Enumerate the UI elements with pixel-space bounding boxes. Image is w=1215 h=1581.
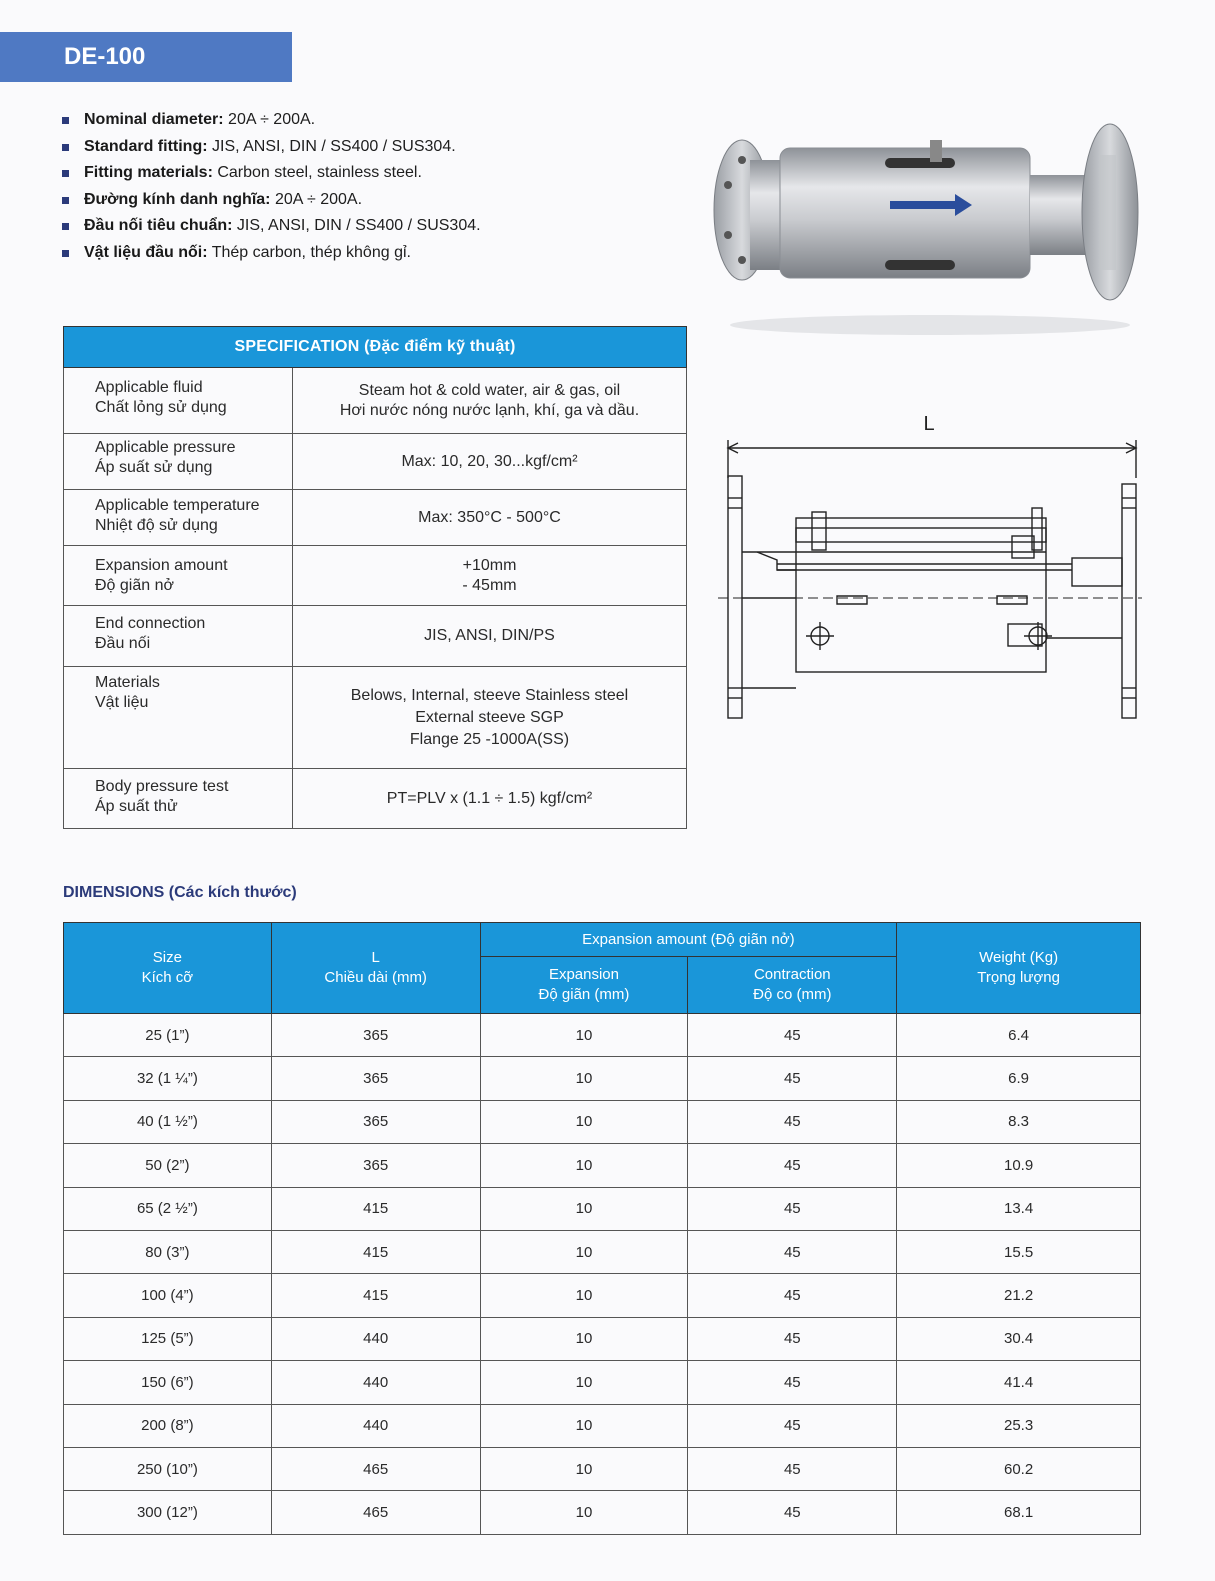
cell-contraction: 45	[688, 1404, 897, 1447]
feature-value: 20A ÷ 200A.	[223, 111, 316, 128]
page-title: DE-100	[0, 32, 292, 82]
spec-value: Max: 10, 20, 30...kgf/cm²	[293, 434, 687, 490]
feature-value: JIS, ANSI, DIN / SS400 / SUS304.	[232, 217, 481, 235]
cell-expansion: 10	[480, 1361, 688, 1404]
cell-expansion: 10	[480, 1100, 688, 1143]
cell-expansion: 10	[480, 1447, 688, 1490]
dimensions-title: DIMENSIONS (Các kích thước)	[63, 884, 297, 901]
spec-row	[64, 606, 687, 667]
cell-weight: 21.2	[897, 1274, 1141, 1317]
table-row	[64, 1144, 1141, 1187]
feature-item	[62, 241, 481, 268]
table-row	[64, 1230, 1141, 1273]
cell-size: 100 (4”)	[64, 1274, 272, 1317]
cell-expansion: 10	[480, 1230, 688, 1273]
cell-weight: 13.4	[897, 1187, 1141, 1230]
cell-size: 32 (1 ¼”)	[64, 1057, 272, 1100]
cell-size: 25 (1”)	[64, 1014, 272, 1057]
column-header-weight: Weight (Kg) Trọng lượng	[897, 923, 1141, 1014]
table-row	[64, 1057, 1141, 1100]
table-row	[64, 1491, 1141, 1534]
spec-value: JIS, ANSI, DIN/PS	[293, 606, 687, 667]
spec-row	[64, 667, 687, 769]
table-row	[64, 1187, 1141, 1230]
cell-contraction: 45	[688, 1361, 897, 1404]
cell-contraction: 45	[688, 1057, 897, 1100]
spec-row	[64, 490, 687, 546]
feature-item	[62, 188, 481, 215]
feature-value: Thép carbon, thép không gỉ.	[207, 243, 411, 261]
cell-length: 415	[271, 1187, 480, 1230]
cell-length: 365	[271, 1057, 480, 1100]
cell-weight: 8.3	[897, 1100, 1141, 1143]
cell-expansion: 10	[480, 1014, 688, 1057]
cell-size: 80 (3”)	[64, 1230, 272, 1273]
spec-value: +10mm - 45mm	[293, 546, 687, 606]
column-header-length: L Chiều dài (mm)	[271, 923, 480, 1014]
spec-value: Max: 350°C - 500°C	[293, 490, 687, 546]
product-photo	[700, 100, 1160, 340]
cell-size: 150 (6”)	[64, 1361, 272, 1404]
feature-value: JIS, ANSI, DIN / SS400 / SUS304.	[207, 137, 456, 155]
cell-expansion: 10	[480, 1317, 688, 1360]
cell-expansion: 10	[480, 1187, 688, 1230]
feature-label: Fitting materials:	[84, 164, 213, 182]
spec-value: Steam hot & cold water, air & gas, oil Hơi nước nóng nước lạnh, khí, ga và dầu.	[293, 368, 687, 434]
spec-label: Applicable pressure Áp suất sử dụng	[64, 434, 293, 490]
feature-value: 20A ÷ 200A.	[270, 190, 363, 208]
spec-value: Belows, Internal, steeve Stainless steel External steeve SGP Flange 25 -1000A(SS)	[293, 667, 687, 769]
cell-size: 65 (2 ½”)	[64, 1187, 272, 1230]
cell-weight: 30.4	[897, 1317, 1141, 1360]
spec-label: Materials Vật liệu	[64, 667, 293, 769]
feature-list	[62, 108, 481, 268]
cell-size: 300 (12”)	[64, 1491, 272, 1534]
cell-contraction: 45	[688, 1230, 897, 1273]
cell-length: 465	[271, 1447, 480, 1490]
feature-item	[62, 135, 481, 162]
column-header-size: Size Kích cỡ	[64, 923, 272, 1014]
table-row	[64, 1361, 1141, 1404]
feature-label: Standard fitting:	[84, 137, 208, 155]
cell-contraction: 45	[688, 1491, 897, 1534]
cell-length: 415	[271, 1274, 480, 1317]
feature-value: Carbon steel, stainless steel.	[212, 164, 422, 182]
cell-weight: 60.2	[897, 1447, 1141, 1490]
table-row	[64, 1100, 1141, 1143]
cell-weight: 6.9	[897, 1057, 1141, 1100]
cell-weight: 68.1	[897, 1491, 1141, 1534]
cell-contraction: 45	[688, 1447, 897, 1490]
cell-length: 440	[271, 1404, 480, 1447]
feature-label: Nominal diameter:	[84, 111, 224, 128]
cell-expansion: 10	[480, 1144, 688, 1187]
cell-length: 365	[271, 1014, 480, 1057]
spec-label: Applicable fluid Chất lỏng sử dụng	[64, 368, 293, 434]
spec-row	[64, 434, 687, 490]
table-row	[64, 1014, 1141, 1057]
technical-drawing	[712, 408, 1152, 738]
cell-size: 125 (5”)	[64, 1317, 272, 1360]
cell-contraction: 45	[688, 1100, 897, 1143]
feature-item	[62, 108, 481, 135]
dimensions-table	[63, 922, 1141, 1535]
cell-length: 465	[271, 1491, 480, 1534]
cell-contraction: 45	[688, 1274, 897, 1317]
cell-length: 440	[271, 1317, 480, 1360]
cell-weight: 25.3	[897, 1404, 1141, 1447]
cell-contraction: 45	[688, 1014, 897, 1057]
table-row	[64, 1274, 1141, 1317]
spec-header: SPECIFICATION (Đặc điểm kỹ thuật)	[64, 327, 687, 368]
table-row	[64, 1317, 1141, 1360]
feature-label: Vật liệu đầu nối:	[84, 243, 208, 261]
spec-value: PT=PLV x (1.1 ÷ 1.5) kgf/cm²	[293, 769, 687, 829]
cell-contraction: 45	[688, 1187, 897, 1230]
cell-size: 250 (10”)	[64, 1447, 272, 1490]
column-header-expansion: Expansion Độ giãn (mm)	[480, 957, 688, 1014]
column-group-expansion: Expansion amount (Độ giãn nở)	[480, 923, 897, 957]
cell-expansion: 10	[480, 1057, 688, 1100]
table-row	[64, 1447, 1141, 1490]
cell-contraction: 45	[688, 1144, 897, 1187]
cell-contraction: 45	[688, 1317, 897, 1360]
cell-expansion: 10	[480, 1491, 688, 1534]
cell-length: 365	[271, 1144, 480, 1187]
cell-length: 440	[271, 1361, 480, 1404]
spec-label: End connection Đầu nối	[64, 606, 293, 667]
cell-weight: 41.4	[897, 1361, 1141, 1404]
specification-table	[63, 326, 687, 829]
cell-size: 40 (1 ½”)	[64, 1100, 272, 1143]
spec-row	[64, 546, 687, 606]
spec-label: Applicable temperature Nhiệt độ sử dụng	[64, 490, 293, 546]
cell-weight: 6.4	[897, 1014, 1141, 1057]
spec-label: Expansion amount Độ giãn nở	[64, 546, 293, 606]
cell-expansion: 10	[480, 1274, 688, 1317]
spec-row	[64, 769, 687, 829]
cell-weight: 10.9	[897, 1144, 1141, 1187]
cell-size: 50 (2”)	[64, 1144, 272, 1187]
spec-row	[64, 368, 687, 434]
cell-length: 365	[271, 1100, 480, 1143]
cell-length: 415	[271, 1230, 480, 1273]
spec-label: Body pressure test Áp suất thử	[64, 769, 293, 829]
table-row	[64, 1404, 1141, 1447]
feature-label: Đầu nối tiêu chuẩn:	[84, 217, 233, 235]
cell-expansion: 10	[480, 1404, 688, 1447]
feature-item	[62, 214, 481, 241]
dimension-label: L	[923, 413, 935, 435]
dimensions-body	[64, 1014, 1141, 1535]
feature-label: Đường kính danh nghĩa:	[84, 190, 271, 208]
column-header-contraction: Contraction Độ co (mm)	[688, 957, 897, 1014]
cell-size: 200 (8”)	[64, 1404, 272, 1447]
cell-weight: 15.5	[897, 1230, 1141, 1273]
feature-item	[62, 161, 481, 188]
